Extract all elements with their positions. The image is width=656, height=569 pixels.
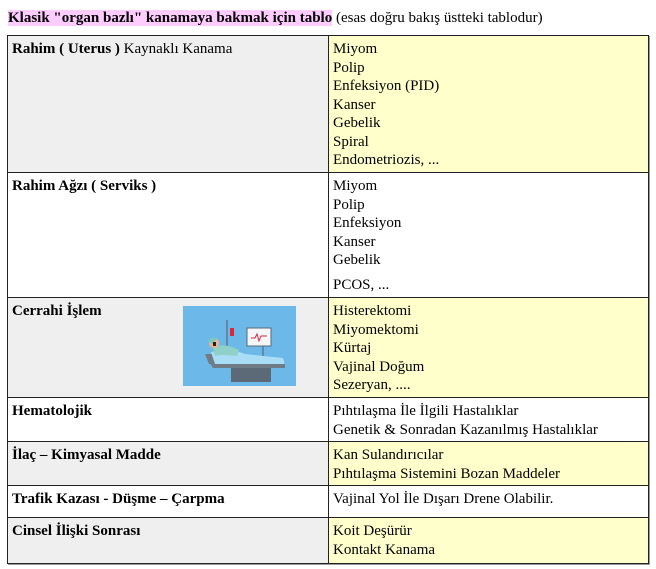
category-cell [8,398,329,442]
causes-cell [329,442,649,486]
category-label: Cerrahi İşlem [12,303,102,319]
causes-cell [329,173,649,298]
category-label: Trafik Kazası - Düşme – Çarpma [12,491,225,507]
list-item: Vajinal Doğum [333,358,425,375]
table-row [8,486,649,518]
hospital-bed-patient-icon [183,306,296,386]
category-label: Cinsel İlişki Sonrası [12,523,141,539]
table-row [8,518,649,564]
list-item: Miyom [333,41,378,57]
list-item: Gebelik [333,115,381,131]
list-item: Pıhtılaşma Sistemini Bozan Maddeler [333,465,561,482]
list-item: Pıhtılaşma İle İlgili Hastalıklar [333,403,519,419]
category-label: İlaç – Kimyasal Madde [12,447,161,463]
list-item: Kanser [333,96,376,113]
causes-cell [329,518,649,564]
category-cell [8,173,329,298]
table-row [8,36,649,173]
list-item: Kontakt Kanama [333,541,436,558]
category-cell [8,518,329,564]
category-cell [8,36,329,173]
list-item: Vajinal Yol İle Dışarı Drene Olabilir. [333,491,554,507]
category-cell [8,298,329,398]
category-cell [8,486,329,518]
list-item: Polip [333,196,365,213]
list-item: Enfeksiyon [333,215,402,231]
list-item: Polip [333,59,365,76]
table-row [8,442,649,486]
list-item: PCOS, ... [333,276,390,293]
table-row [8,298,649,398]
list-item: Gebelik [333,252,381,268]
title-note: (esas doğru bakış üstteki tablodur) [332,10,543,26]
causes-cell [329,398,649,442]
list-item: Miyomektomi [333,321,419,338]
table-row [8,398,649,442]
category-label: Hematolojik [12,403,92,419]
category-label-suffix: Kaynaklı Kanama [119,41,233,57]
causes-cell [329,36,649,173]
causes-cell [329,298,649,398]
list-item: Histerektomi [333,303,412,319]
list-item: Enfeksiyon (PID) [333,78,440,94]
list-item: Kanser [333,233,376,250]
title-highlighted: Klasik "organ bazlı" kanamaya bakmak için tablo [8,10,333,26]
hospital-bed-illustration [183,306,296,386]
list-item: Endometriozis, ... [333,152,440,168]
category-label: Rahim ( Uterus ) [12,41,120,57]
list-item: Sezeryan, .... [333,377,411,393]
table-title [8,8,543,28]
list-item: Koit Deşürür [333,523,412,539]
causes-cell [329,486,649,518]
category-label: Rahim Ağzı ( Serviks ) [12,178,157,194]
list-item: Kan Sulandırıcılar [333,447,444,463]
category-cell [8,442,329,486]
list-item: Miyom [333,178,378,194]
list-item: Spiral [333,133,369,150]
list-item: Genetik & Sonradan Kazanılmış Hastalıklar [333,421,598,438]
table-row [8,173,649,298]
bleeding-cause-table [7,35,649,564]
list-item: Kürtaj [333,340,372,356]
